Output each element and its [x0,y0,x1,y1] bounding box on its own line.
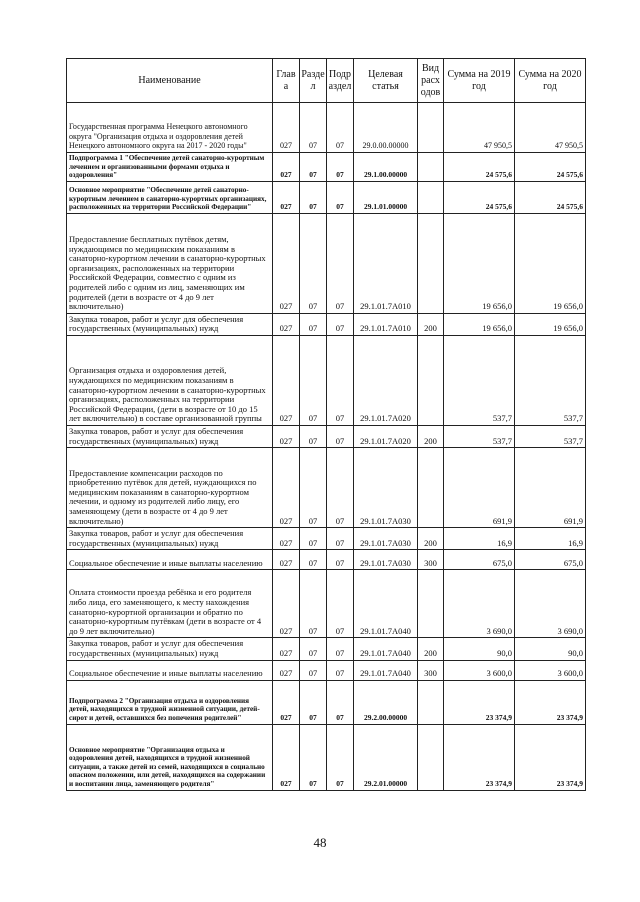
table-header-row [67,59,586,103]
cell-target: 29.1.01.7А020 [354,335,418,425]
cell-razdel: 07 [300,153,327,182]
cell-sum-2019: 19 656,0 [444,213,515,313]
cell-glava: 027 [273,680,300,724]
cell-exp-type [418,680,444,724]
cell-target: 29.2.00.00000 [354,680,418,724]
cell-sum-2020: 19 656,0 [515,313,586,335]
table-row [67,660,586,680]
cell-razdel: 07 [300,213,327,313]
cell-name: Предоставление бесплатных путёвок детям, нуждающимся по медицинским показаниям в санаторно-курортном лечении в санаторно-курортных организациях, расположенных на территории Российской Федерации, совместно с одним из родителей либо с одним из лиц, заменяющих им родителей (дети в возрасте от 4 до 9 лет включительно) [67,213,273,313]
cell-exp-type [418,448,444,528]
cell-glava: 027 [273,660,300,680]
table-row [67,153,586,182]
cell-target: 29.1.01.7А040 [354,638,418,660]
cell-name: Предоставление компенсации расходов по приобретению путёвок для детей, нуждающихся по медицинским показаниям в санаторно-курортном лечении, и одному из родителей либо лицу, его заменяющему (дети в возрасте от 4 до 9 лет включительно) [67,448,273,528]
cell-razdel: 07 [300,550,327,570]
cell-sum-2019: 47 950,5 [444,103,515,153]
cell-podrazdel: 07 [327,660,354,680]
cell-sum-2019: 3 690,0 [444,570,515,638]
cell-name: Основное мероприятие "Обеспечение детей санаторно-курортным лечением в санаторно-курортных организациях, расположенных на территории Российской Федерации" [67,181,273,213]
table-row [67,528,586,550]
cell-sum-2020: 23 374,9 [515,724,586,790]
cell-target: 29.1.01.7А030 [354,448,418,528]
cell-target: 29.1.01.7А040 [354,570,418,638]
cell-podrazdel: 07 [327,335,354,425]
table-row [67,550,586,570]
table-row [67,448,586,528]
cell-glava: 027 [273,570,300,638]
cell-sum-2019: 90,0 [444,638,515,660]
cell-target: 29.1.01.7А030 [354,550,418,570]
table-row [67,638,586,660]
table-row [67,724,586,790]
cell-name: Социальное обеспечение и иные выплаты населению [67,660,273,680]
cell-sum-2019: 19 656,0 [444,313,515,335]
cell-target: 29.1.01.00000 [354,181,418,213]
header-name: Наименование [67,59,273,103]
table-row [67,425,586,447]
cell-glava: 027 [273,638,300,660]
cell-podrazdel: 07 [327,181,354,213]
cell-name: Организация отдыха и оздоровления детей, нуждающихся по медицинским показаниям в санаторно-курортном лечении в санаторно-курортных организациях, расположенных на территории Российской Федерации, (дети в возрасте от 10 до 15 лет включительно) в составе организованной группы [67,335,273,425]
table-row [67,181,586,213]
header-sum-2020: Сумма на 2020 год [515,59,586,103]
table-row [67,213,586,313]
cell-sum-2020: 675,0 [515,550,586,570]
page-number: 48 [313,835,327,850]
table-body [67,103,586,791]
cell-glava: 027 [273,448,300,528]
cell-glava: 027 [273,550,300,570]
cell-exp-type [418,335,444,425]
budget-table [66,58,586,791]
cell-sum-2020: 691,9 [515,448,586,528]
cell-exp-type: 200 [418,638,444,660]
cell-name: Государственная программа Ненецкого автономного округа "Организация отдыха и оздоровления детей Ненецкого автономного округа на 2017 - 2020 годы" [67,103,273,153]
cell-name: Подпрограмма 1 "Обеспечение детей санаторно-курортным лечением и организованными формами отдыха и оздоровления" [67,153,273,182]
cell-exp-type: 200 [418,425,444,447]
table-row [67,680,586,724]
cell-sum-2019: 3 600,0 [444,660,515,680]
cell-sum-2020: 24 575,6 [515,181,586,213]
cell-podrazdel: 07 [327,153,354,182]
cell-glava: 027 [273,103,300,153]
table-row [67,335,586,425]
cell-razdel: 07 [300,335,327,425]
cell-name: Оплата стоимости проезда ребёнка и его родителя либо лица, его заменяющего, к месту нахождения санаторно-курортной организации и обратно по санаторно-курортным путёвкам (дети в возрасте от 4 до 9 лет включительно) [67,570,273,638]
cell-exp-type [418,181,444,213]
cell-podrazdel: 07 [327,213,354,313]
cell-sum-2019: 691,9 [444,448,515,528]
cell-target: 29.1.01.7А040 [354,660,418,680]
cell-target: 29.2.01.00000 [354,724,418,790]
table-row [67,103,586,153]
cell-exp-type [418,213,444,313]
cell-razdel: 07 [300,448,327,528]
header-exp-type: Вид расх одов [418,59,444,103]
cell-exp-type: 200 [418,313,444,335]
cell-sum-2020: 19 656,0 [515,213,586,313]
table-row [67,570,586,638]
header-target: Целевая статья [354,59,418,103]
cell-glava: 027 [273,313,300,335]
cell-sum-2020: 16,9 [515,528,586,550]
cell-podrazdel: 07 [327,425,354,447]
cell-name: Подпрограмма 2 "Организация отдыха и оздоровления детей, находящихся в трудной жизненной ситуации, детей-сирот и детей, оставшихся без попечения родителей" [67,680,273,724]
cell-podrazdel: 07 [327,550,354,570]
cell-podrazdel: 07 [327,528,354,550]
cell-razdel: 07 [300,660,327,680]
cell-target: 29.1.01.7А010 [354,213,418,313]
cell-exp-type: 300 [418,550,444,570]
cell-glava: 027 [273,724,300,790]
cell-sum-2020: 23 374,9 [515,680,586,724]
header-razdel: Разде л [300,59,327,103]
cell-podrazdel: 07 [327,448,354,528]
cell-name: Закупка товаров, работ и услуг для обеспечения государственных (муниципальных) нужд [67,313,273,335]
header-sum-2019: Сумма на 2019 год [444,59,515,103]
cell-sum-2019: 675,0 [444,550,515,570]
cell-name: Закупка товаров, работ и услуг для обеспечения государственных (муниципальных) нужд [67,425,273,447]
cell-podrazdel: 07 [327,680,354,724]
cell-razdel: 07 [300,181,327,213]
cell-sum-2020: 90,0 [515,638,586,660]
cell-name: Закупка товаров, работ и услуг для обеспечения государственных (муниципальных) нужд [67,528,273,550]
cell-glava: 027 [273,335,300,425]
cell-exp-type: 300 [418,660,444,680]
cell-sum-2019: 16,9 [444,528,515,550]
cell-name: Закупка товаров, работ и услуг для обеспечения государственных (муниципальных) нужд [67,638,273,660]
cell-name: Основное мероприятие "Организация отдыха и оздоровления детей, находящихся в трудной жизненной ситуации, а также детей из семей, находящихся в социально опасном положении, или детей, находящихся на содержании и воспитании лица, заменяющего родителя" [67,724,273,790]
cell-sum-2019: 24 575,6 [444,153,515,182]
cell-name: Социальное обеспечение и иные выплаты населению [67,550,273,570]
cell-razdel: 07 [300,313,327,335]
cell-exp-type [418,153,444,182]
cell-podrazdel: 07 [327,638,354,660]
cell-glava: 027 [273,181,300,213]
cell-target: 29.1.01.7А030 [354,528,418,550]
cell-podrazdel: 07 [327,103,354,153]
cell-target: 29.1.00.00000 [354,153,418,182]
cell-razdel: 07 [300,103,327,153]
cell-sum-2019: 537,7 [444,335,515,425]
cell-razdel: 07 [300,425,327,447]
cell-razdel: 07 [300,638,327,660]
cell-sum-2019: 23 374,9 [444,680,515,724]
cell-razdel: 07 [300,680,327,724]
cell-podrazdel: 07 [327,570,354,638]
cell-podrazdel: 07 [327,724,354,790]
cell-sum-2020: 537,7 [515,335,586,425]
cell-podrazdel: 07 [327,313,354,335]
cell-sum-2020: 24 575,6 [515,153,586,182]
header-podrazdel: Подр аздел [327,59,354,103]
cell-exp-type [418,570,444,638]
cell-sum-2020: 537,7 [515,425,586,447]
cell-exp-type [418,103,444,153]
cell-razdel: 07 [300,570,327,638]
cell-sum-2020: 3 690,0 [515,570,586,638]
header-glava: Глав а [273,59,300,103]
cell-exp-type [418,724,444,790]
cell-sum-2019: 537,7 [444,425,515,447]
cell-sum-2019: 24 575,6 [444,181,515,213]
cell-glava: 027 [273,425,300,447]
cell-target: 29.1.01.7А020 [354,425,418,447]
cell-target: 29.0.00.00000 [354,103,418,153]
cell-glava: 027 [273,528,300,550]
cell-razdel: 07 [300,528,327,550]
cell-sum-2019: 23 374,9 [444,724,515,790]
cell-glava: 027 [273,213,300,313]
cell-razdel: 07 [300,724,327,790]
table-row [67,313,586,335]
cell-glava: 027 [273,153,300,182]
cell-sum-2020: 3 600,0 [515,660,586,680]
cell-sum-2020: 47 950,5 [515,103,586,153]
cell-target: 29.1.01.7А010 [354,313,418,335]
cell-exp-type: 200 [418,528,444,550]
